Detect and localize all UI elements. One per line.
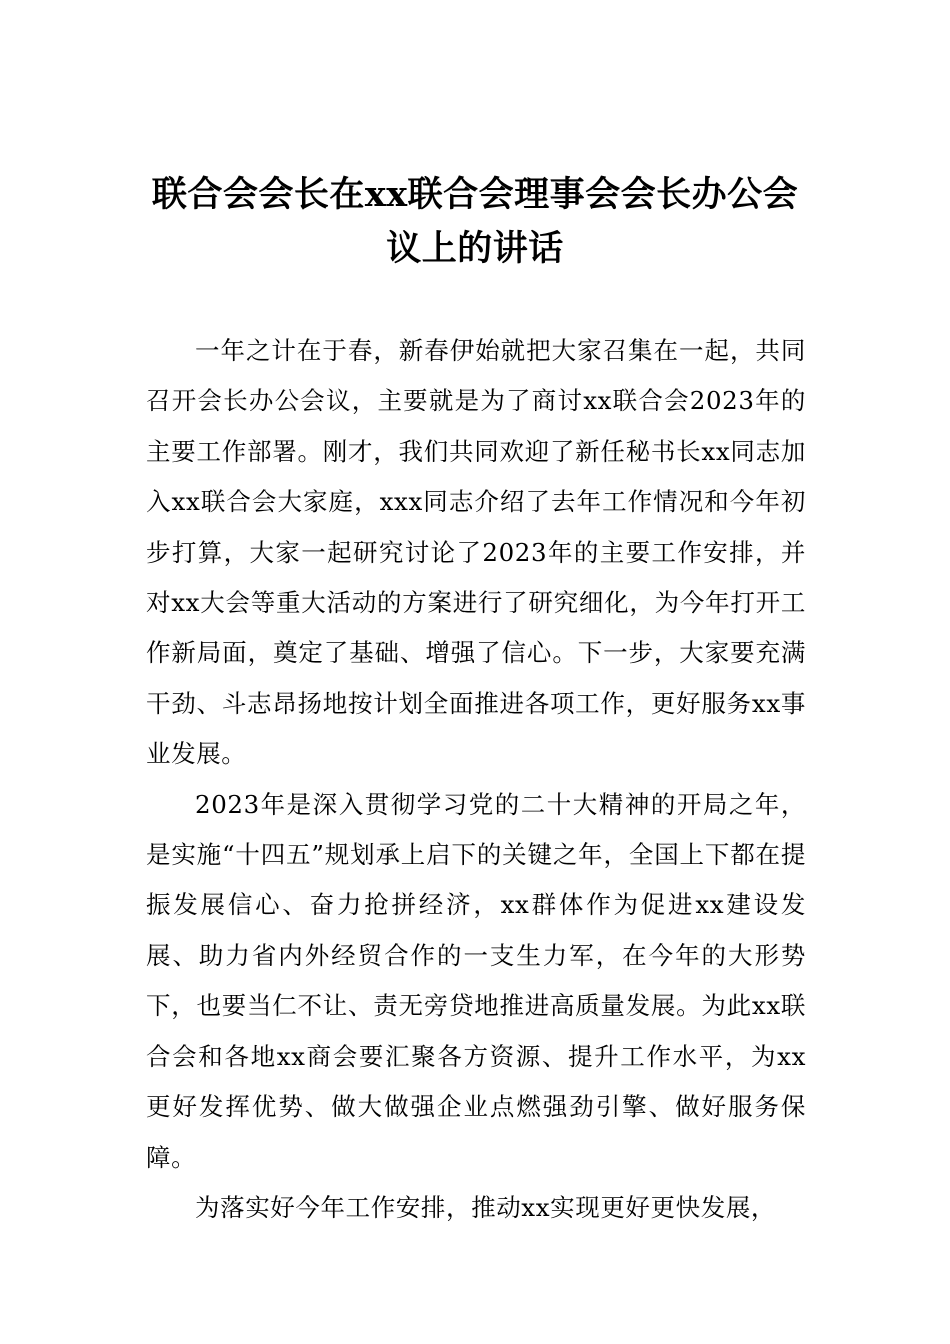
paragraph-1: 一年之计在于春，新春伊始就把大家召集在一起，共同召开会长办公会议，主要就是为了商讨xx联合会2023年的主要工作部署。刚才，我们共同欢迎了新任秘书长xx同志加入xx联合会大家庭，xxx同志介绍了去年工作情况和今年初步打算，大家一起研究讨论了2023年的主要工作安排，并对xx大会等重大活动的方案进行了研究细化，为今年打开工作新局面，奠定了基础、增强了信心。下一步，大家要充满干劲、斗志昂扬地按计划全面推进各项工作，更好服务xx事业发展。	[146, 336, 806, 769]
title-line-2: 议上的讲话	[386, 228, 564, 269]
document-title	[140, 168, 810, 276]
paragraph-2: 2023年是深入贯彻学习党的二十大精神的开局之年，是实施“十四五”规划承上启下的关键之年，全国上下都在提振发展信心、奋力抢拼经济，xx群体作为促进xx建设发展、助力省内外经贸合作的一支生力军，在今年的大形势下，也要当仁不让、责无旁贷地推进高质量发展。为此xx联合会和各地xx商会要汇聚各方资源、提升工作水平，为xx更好发挥优势、做大做强企业点燃强劲引擎、做好服务保障。	[146, 789, 806, 1172]
paragraph-3: 为落实好今年工作安排，推动xx实现更好更快发展，	[195, 1192, 777, 1222]
title-line-1: 联合会会长在xx联合会理事会会长办公会	[151, 174, 799, 215]
document-body	[146, 326, 806, 1233]
